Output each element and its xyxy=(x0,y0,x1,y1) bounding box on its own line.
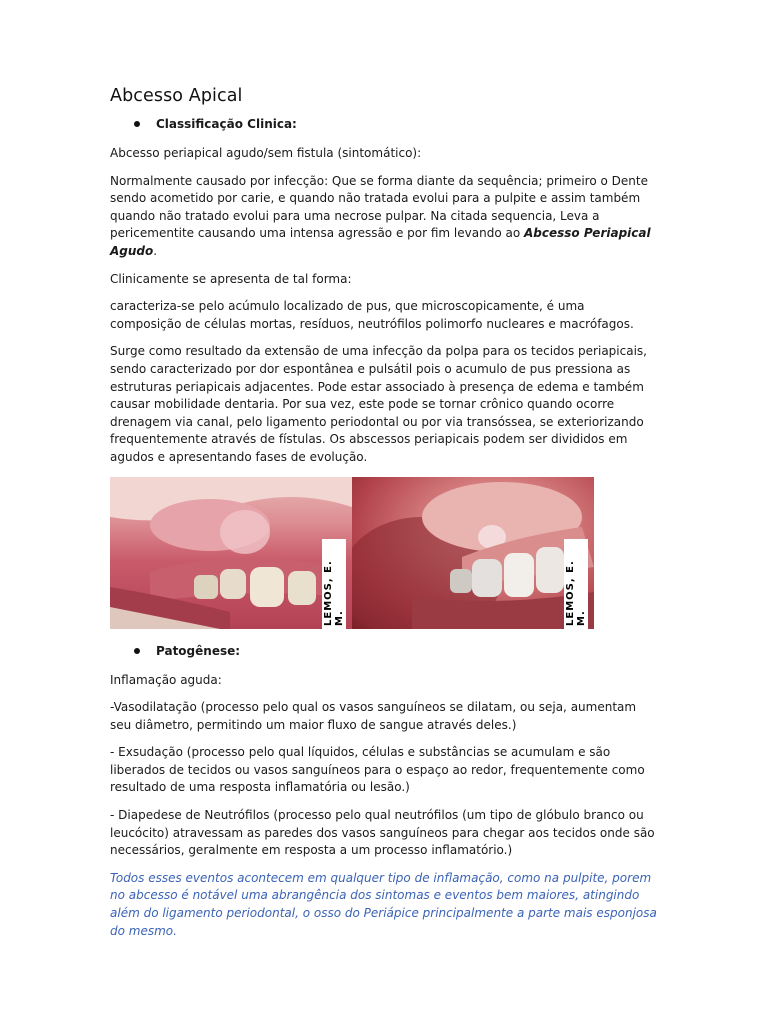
clinical-photo-right-illustration xyxy=(352,477,594,629)
section-heading-patogenese xyxy=(110,643,658,660)
paragraph-subtitle: Abcesso periapical agudo/sem fistula (sintomático): xyxy=(110,146,422,160)
document-title: Abcesso Apical xyxy=(110,86,243,106)
clinical-photo-right xyxy=(352,477,594,629)
paragraph-description: Surge como resultado da extensão de uma infecção da polpa para os tecidos periapicais, sendo caracterizado por dor espontânea e pulsátil pois o acumulo de pus pressiona as estruturas periapicais adjacentes. Pode estar associado à presença de edema e também causar mobilidade dentaria. Por sua vez, este pode se tornar crônico quando ocorre drenagem via canal, pelo ligamento periodontal ou por via transóssea, se exteriorizando frequentemente através de fístulas. Os abscessos periapicais podem ser divididos em agudos e apresentando fases de evolução. xyxy=(110,344,647,464)
clinical-photo-left-illustration xyxy=(110,477,352,629)
section-heading-classificacao xyxy=(110,116,658,133)
paragraph-characterization: caracteriza-se pelo acúmulo localizado de pus, que microscopicamente, é uma composição de células mortas, resíduos, neutrófilos polimorfo nucleares e macrófagos. xyxy=(110,299,634,331)
section-heading-label: Classificação Clinica: xyxy=(156,117,297,131)
paragraph-vasodilatacao: -Vasodilatação (processo pelo qual os vasos sanguíneos se dilatam, ou seja, aumentam seu diâmetro, permitindo um maior fluxo de sangue através deles.) xyxy=(110,700,637,732)
section-heading-label: Patogênese: xyxy=(156,643,241,658)
bullet-dot-icon xyxy=(134,648,140,654)
bullet-dot-icon xyxy=(134,121,140,127)
paragraph-inflamacao: Inflamação aguda: xyxy=(110,672,222,687)
paragraph-causes-end: . xyxy=(153,243,158,258)
paragraph-causes-emphasis: Abcesso Periapical Agudo xyxy=(110,226,651,258)
paragraph-causes xyxy=(110,173,658,261)
clinical-photos xyxy=(110,477,594,629)
photo-credit-watermark-left: LEMOS, E. M. xyxy=(322,539,346,629)
clinical-photo-left xyxy=(110,477,352,629)
paragraph-diapedese: - Diapedese de Neutrófilos (processo pelo qual neutrófilos (um tipo de glóbulo branco ou leucócito) atravessam as paredes dos vasos sanguíneos para chegar aos tecidos onde são necessários, geralmente em resposta a um processo inflamatório.) xyxy=(110,808,655,858)
paragraph-exsudacao: - Exsudação (processo pelo qual líquidos, células e substâncias se acumulam e são liberados de tecidos ou vasos sanguíneos para o espaço ao redor, frequentemente como resultado de uma resposta inflamatória ou lesão.) xyxy=(110,745,645,795)
paragraph-causes-text: Normalmente causado por infecção: Que se forma diante da sequência; primeiro o Dente sendo acometido por carie, e quando não tratada evolui para a pulpite e assim também quando não tratado evolui para uma necrose pulpar. Na citada sequencia, Leva a pericementite causando uma intensa agressão e por fim levando ao xyxy=(110,173,648,241)
paragraph-note: Todos esses eventos acontecem em qualquer tipo de inflamação, como na pulpite, porem no abcesso é notável uma abrangência dos sintomas e eventos bem maiores, atingindo além do ligamento periodontal, o osso do Periápice principalmente a parte mais esponjosa do mesmo. xyxy=(110,870,657,938)
photo-credit-watermark-right: LEMOS, E. M. xyxy=(564,539,588,629)
paragraph-clinical-intro: Clinicamente se apresenta de tal forma: xyxy=(110,271,352,286)
